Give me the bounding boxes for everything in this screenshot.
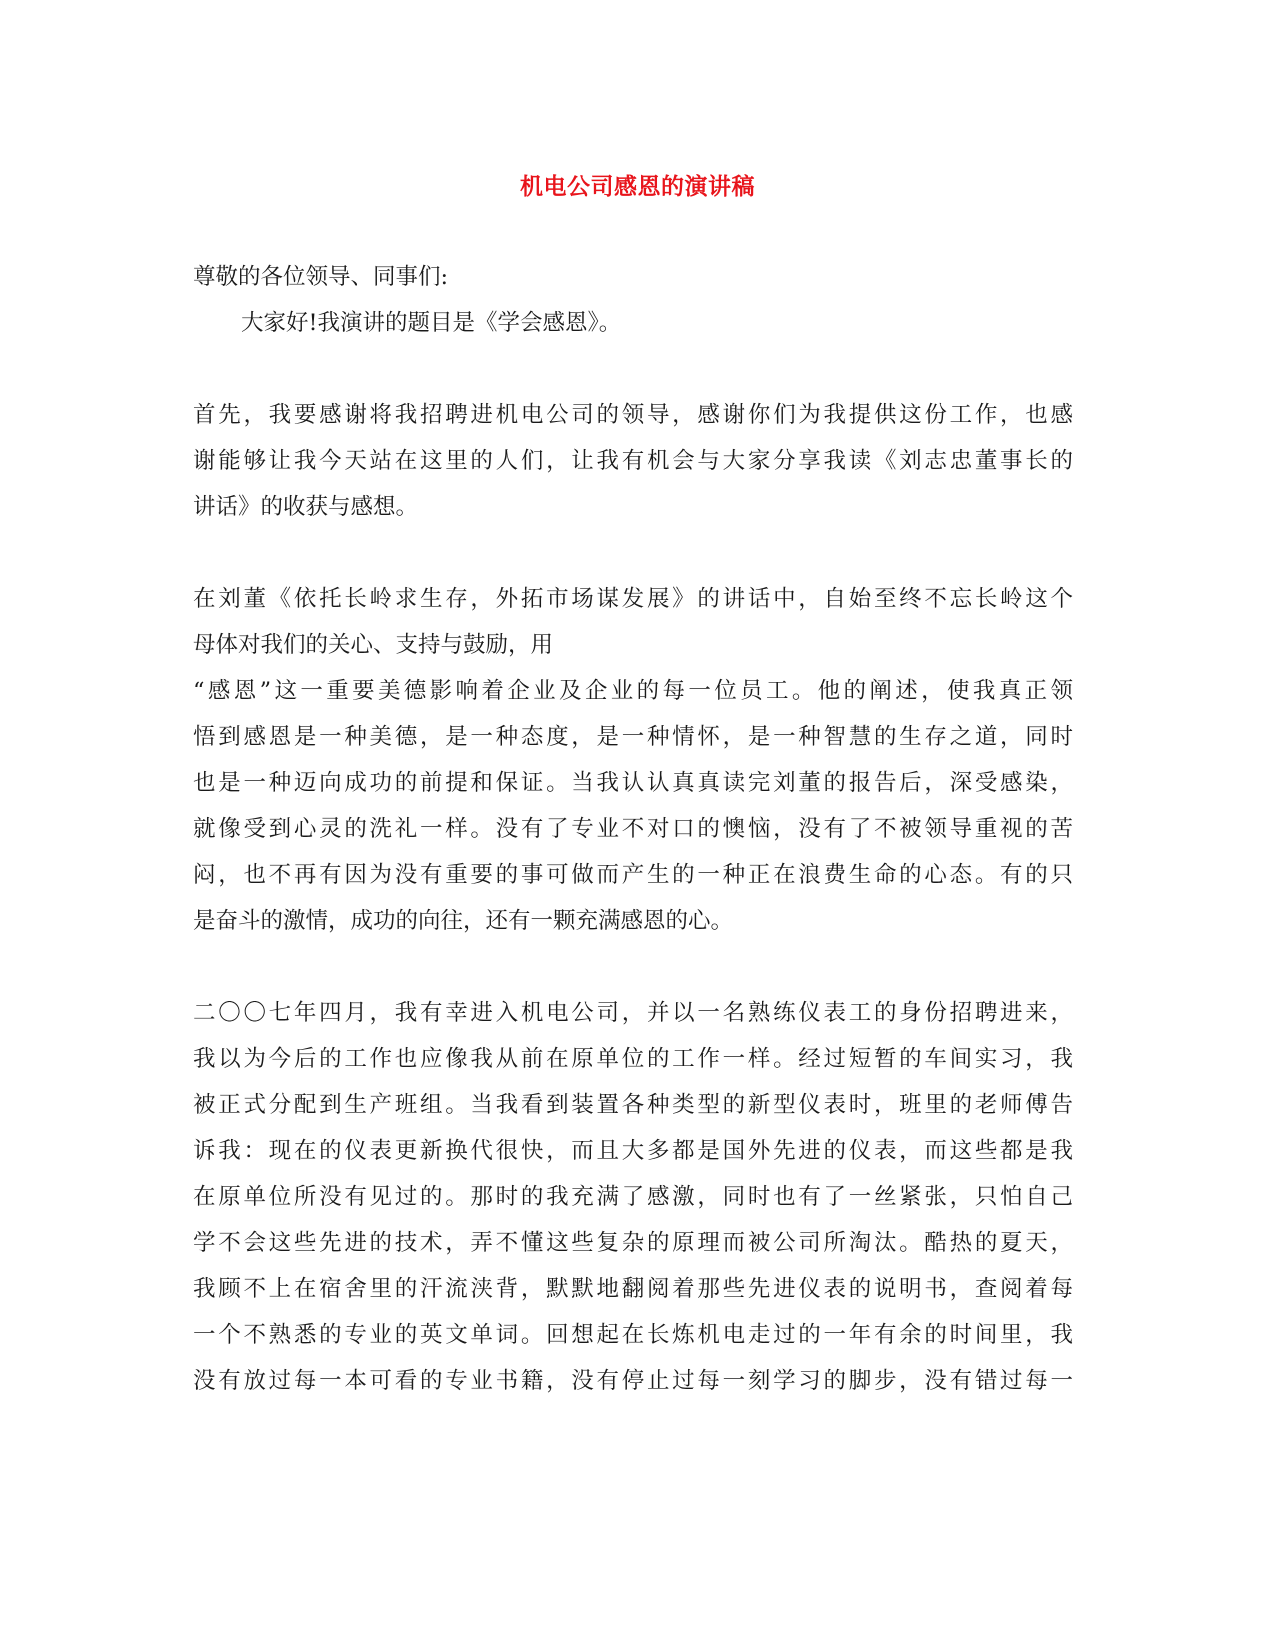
paragraph-line: 谢能够让我今天站在这里的人们，让我有机会与大家分享我读《刘志忠董事长的	[193, 448, 1073, 474]
paragraph-line: 也是一种迈向成功的前提和保证。当我认认真真读完刘董的报告后，深受感染，	[193, 770, 1073, 796]
paragraph-line: 闷，也不再有因为没有重要的事可做而产生的一种正在浪费生命的心态。有的只	[193, 862, 1073, 888]
salutation-line: 尊敬的各位领导、同事们:	[193, 264, 449, 290]
paragraph-line: 悟到感恩是一种美德，是一种态度，是一种情怀，是一种智慧的生存之道，同时	[193, 724, 1073, 750]
document-title: 机电公司感恩的演讲稿	[520, 173, 755, 200]
paragraph-line: 就像受到心灵的洗礼一样。没有了专业不对口的懊恼，没有了不被领导重视的苦	[193, 816, 1073, 842]
paragraph-line: 被正式分配到生产班组。当我看到装置各种类型的新型仪表时，班里的老师傅告	[193, 1092, 1073, 1118]
paragraph-line: 首先，我要感谢将我招聘进机电公司的领导，感谢你们为我提供这份工作，也感	[193, 402, 1073, 428]
paragraph-line: 没有放过每一本可看的专业书籍，没有停止过每一刻学习的脚步，没有错过每一	[193, 1368, 1073, 1394]
paragraph-line: 讲话》的收获与感想。	[193, 494, 419, 520]
paragraph-line: 学不会这些先进的技术，弄不懂这些复杂的原理而被公司所淘汰。酷热的夏天，	[193, 1230, 1073, 1256]
paragraph-line: 是奋斗的激情，成功的向往，还有一颗充满感恩的心。	[193, 908, 734, 934]
paragraph-line: 二〇〇七年四月，我有幸进入机电公司，并以一名熟练仪表工的身份招聘进来，	[193, 1000, 1073, 1026]
paragraph-line: 一个不熟悉的专业的英文单词。回想起在长炼机电走过的一年有余的时间里，我	[193, 1322, 1073, 1348]
paragraph-line: 我以为今后的工作也应像我从前在原单位的工作一样。经过短暂的车间实习，我	[193, 1046, 1073, 1072]
paragraph-line: 在原单位所没有见过的。那时的我充满了感激，同时也有了一丝紧张，只怕自己	[193, 1184, 1073, 1210]
paragraph-line: “感恩”这一重要美德影响着企业及企业的每一位员工。他的阐述，使我真正领	[193, 678, 1073, 704]
paragraph-line: 我顾不上在宿舍里的汗流浃背，默默地翻阅着那些先进仪表的说明书，查阅着每	[193, 1276, 1073, 1302]
paragraph-line: 诉我：现在的仪表更新换代很快，而且大多都是国外先进的仪表，而这些都是我	[193, 1138, 1073, 1164]
paragraph-line: 母体对我们的关心、支持与鼓励，用	[193, 632, 554, 658]
greeting-line: 大家好!我演讲的题目是《学会感恩》。	[241, 310, 622, 336]
paragraph-line: 在刘董《依托长岭求生存，外拓市场谋发展》的讲话中，自始至终不忘长岭这个	[193, 586, 1073, 612]
